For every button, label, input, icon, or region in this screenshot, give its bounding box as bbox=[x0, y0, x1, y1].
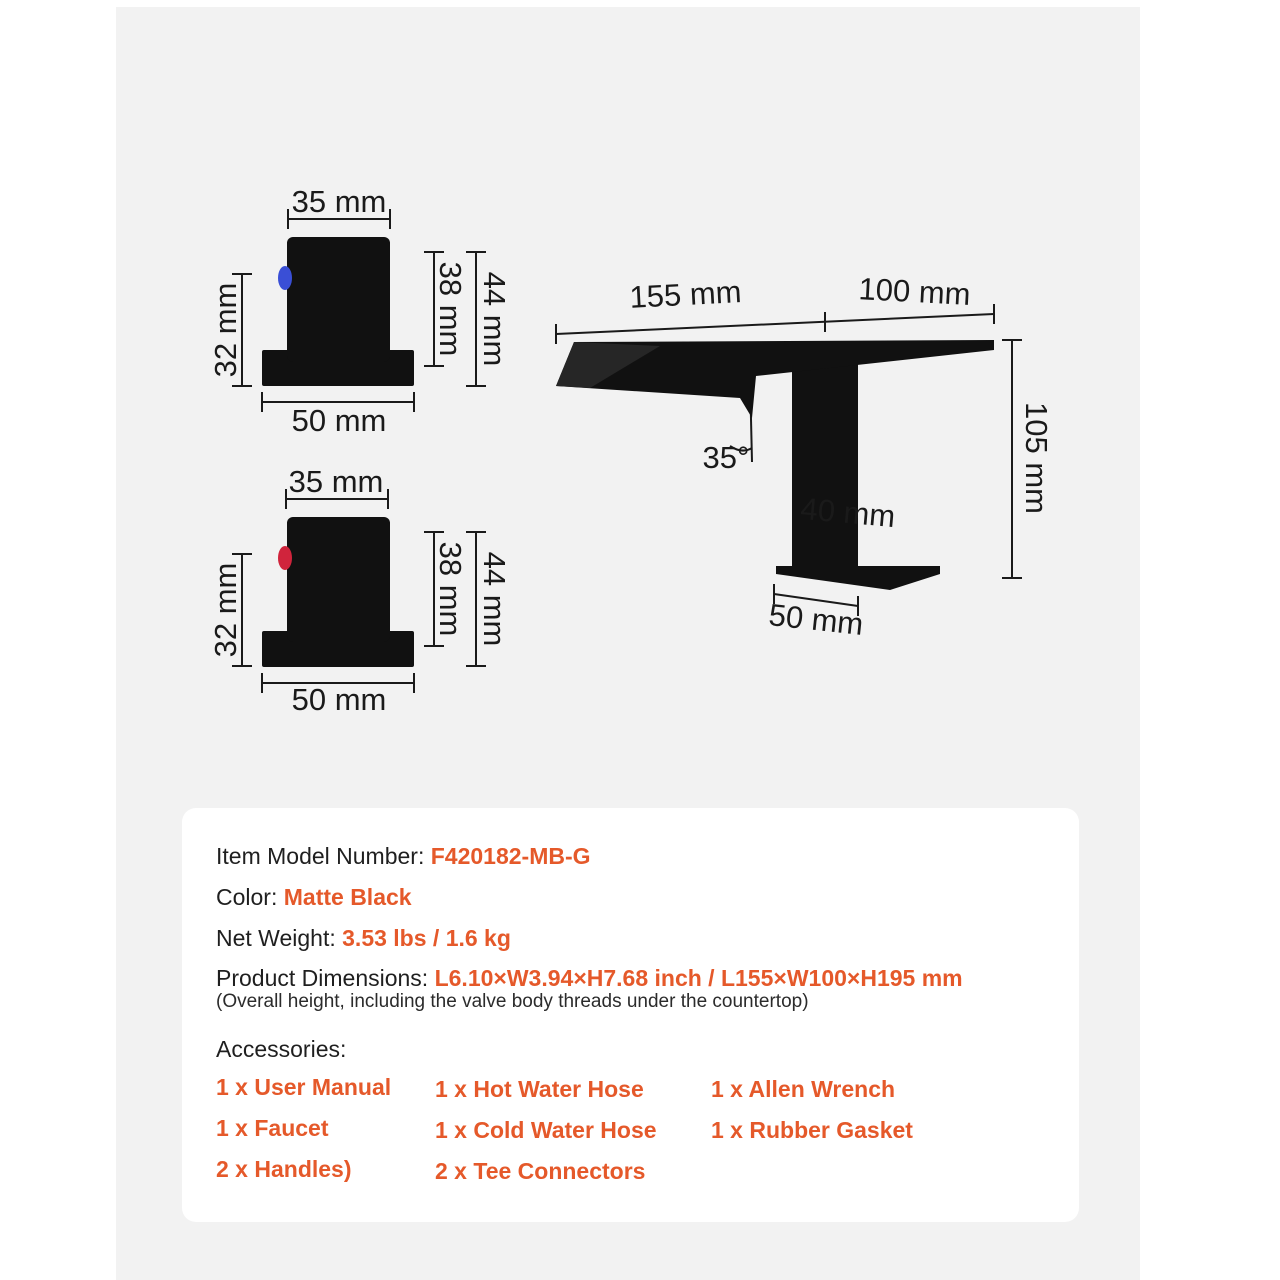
hot-handle bbox=[262, 517, 414, 667]
accessory-item: 1 x User Manual bbox=[216, 1074, 392, 1100]
faucet-body-width-label: 40 mm bbox=[799, 490, 897, 535]
accessory-item: 1 x Cold Water Hose bbox=[435, 1117, 657, 1143]
bottom-handle-width-label: 35 mm bbox=[288, 464, 384, 499]
top-handle-width-label: 35 mm bbox=[291, 184, 387, 219]
faucet-angle-label: 35° bbox=[702, 440, 750, 475]
accessory-item: 2 x Tee Connectors bbox=[435, 1158, 646, 1184]
spec-dimensions-label: Product Dimensions: bbox=[216, 965, 429, 991]
spec-weight-label: Net Weight: bbox=[216, 925, 336, 951]
spec-dimensions-value: L6.10×W3.94×H7.68 inch / L155×W100×H195 mm bbox=[434, 965, 963, 991]
bottom-handle-inner-height-label: 38 mm bbox=[433, 541, 468, 637]
bottom-handle-total-height-label: 44 mm bbox=[477, 551, 512, 647]
top-handle-inner-height-label: 38 mm bbox=[433, 261, 468, 357]
bottom-handle-base-width-label: 50 mm bbox=[291, 682, 387, 717]
accessories-title: Accessories: bbox=[216, 1036, 347, 1062]
cold-indicator-icon bbox=[278, 266, 292, 290]
waterfall-faucet bbox=[556, 340, 994, 590]
spec-weight-value: 3.53 lbs / 1.6 kg bbox=[342, 925, 511, 951]
top-handle-side-height-label: 32 mm bbox=[208, 282, 243, 378]
spec-model-label: Item Model Number: bbox=[216, 843, 425, 869]
faucet-base-width-label: 50 mm bbox=[767, 597, 866, 642]
accessory-item: 2 x Handles) bbox=[216, 1156, 352, 1182]
spec-color-label: Color: bbox=[216, 884, 278, 910]
accessory-item: 1 x Faucet bbox=[216, 1115, 329, 1141]
accessory-item: 1 x Allen Wrench bbox=[711, 1076, 896, 1102]
spec-weight bbox=[216, 927, 511, 950]
top-handle-total-height-label: 44 mm bbox=[477, 271, 512, 367]
top-handle-base-width-label: 50 mm bbox=[291, 403, 387, 438]
faucet-height-label: 105 mm bbox=[1019, 402, 1054, 514]
spec-color-value: Matte Black bbox=[283, 884, 412, 910]
spec-model-value: F420182-MB-G bbox=[430, 843, 591, 869]
accessory-item: 1 x Rubber Gasket bbox=[711, 1117, 913, 1143]
faucet-spout-length-label: 155 mm bbox=[628, 274, 743, 315]
spec-dimensions bbox=[216, 967, 963, 990]
spec-dimensions-note: (Overall height, including the valve body threads under the countertop) bbox=[216, 991, 809, 1012]
faucet-depth-label: 100 mm bbox=[857, 271, 972, 312]
bottom-handle-side-height-label: 32 mm bbox=[208, 562, 243, 658]
spec-model bbox=[216, 845, 591, 868]
hot-indicator-icon bbox=[278, 546, 292, 570]
accessory-item: 1 x Hot Water Hose bbox=[435, 1076, 644, 1102]
cold-handle bbox=[262, 237, 414, 386]
spec-color bbox=[216, 886, 412, 909]
